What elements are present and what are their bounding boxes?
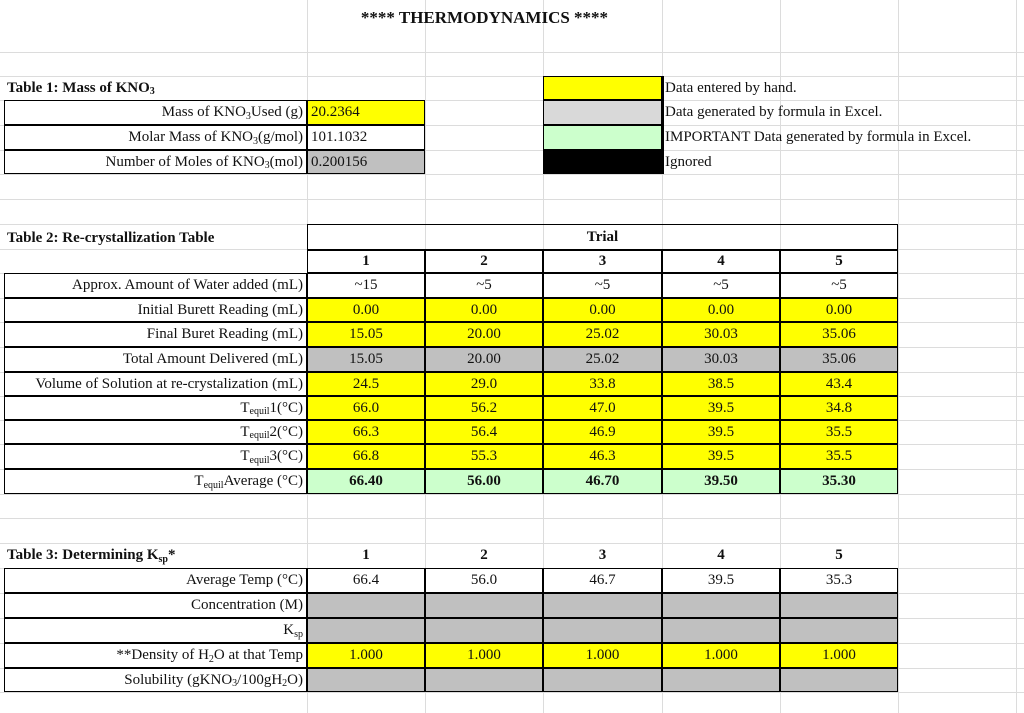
table2-cell[interactable]: 33.8 (543, 372, 662, 396)
trial-number: 4 (662, 250, 780, 273)
table2-row-label: Final Buret Reading (mL) (4, 322, 307, 347)
table2-heading: Table 2: Re-crystallization Table (7, 229, 215, 246)
table2-cell[interactable]: 39.5 (662, 444, 780, 469)
table1-row-label: Mass of KNO 3 Used (g) (4, 100, 307, 125)
table2-row-label: T equil 1(°C) (4, 396, 307, 420)
table2-cell[interactable]: 66.40 (307, 469, 425, 494)
table3-cell[interactable] (425, 593, 543, 618)
table2-cell[interactable]: 56.2 (425, 396, 543, 420)
legend-text: Ignored (665, 153, 712, 170)
table3-cell[interactable]: 1.000 (425, 643, 543, 668)
table2-row-label: Initial Burett Reading (mL) (4, 298, 307, 322)
table2-row-label: T equil 3(°C) (4, 444, 307, 469)
table2-cell[interactable]: 15.05 (307, 322, 425, 347)
table2-cell[interactable]: ~5 (662, 273, 780, 298)
table3-trial-number: 4 (717, 547, 725, 563)
table3-row-label: Solubility (gKNO 3 /100gH 2 O) (4, 668, 307, 692)
table2-cell[interactable]: 15.05 (307, 347, 425, 372)
table3-cell[interactable]: 66.4 (307, 568, 425, 593)
table3-heading: Table 3: Determining K sp * (7, 547, 176, 565)
trial-header: Trial (307, 224, 898, 250)
table3-trial-number: 1 (362, 547, 370, 563)
table1-row-value[interactable]: 101.1032 (307, 125, 425, 150)
table2-row-label: T equil Average (°C) (4, 469, 307, 494)
table3-cell[interactable]: 46.7 (543, 568, 662, 593)
table1-row-value[interactable]: 20.2364 (307, 100, 425, 125)
table3-row-label: **Density of H 2 O at that Temp (4, 643, 307, 668)
table3-trial-number: 5 (835, 547, 843, 563)
table1-row-label: Molar Mass of KNO 3 (g/mol) (4, 125, 307, 150)
legend-swatch (543, 100, 662, 125)
table3-cell[interactable]: 39.5 (662, 568, 780, 593)
table2-cell[interactable]: 38.5 (662, 372, 780, 396)
table3-trial-number: 2 (480, 547, 488, 563)
table3-cell[interactable] (307, 668, 425, 692)
table3-cell[interactable]: 1.000 (662, 643, 780, 668)
table2-row-label: Approx. Amount of Water added (mL) (4, 273, 307, 298)
table2-row-label: Total Amount Delivered (mL) (4, 347, 307, 372)
trial-number: 2 (425, 250, 543, 273)
table3-trial-number: 3 (598, 547, 607, 563)
table3-cell[interactable] (662, 618, 780, 643)
table3-cell[interactable] (662, 593, 780, 618)
table2-cell[interactable]: 0.00 (662, 298, 780, 322)
legend-swatch (543, 150, 662, 174)
table2-cell[interactable]: 66.0 (307, 396, 425, 420)
table2-cell[interactable]: 0.00 (307, 298, 425, 322)
table2-cell[interactable]: 29.0 (425, 372, 543, 396)
legend-swatch (543, 125, 662, 150)
table3-row-label: Concentration (M) (4, 593, 307, 618)
table2-cell[interactable]: 47.0 (543, 396, 662, 420)
table2-cell[interactable]: 39.5 (662, 420, 780, 444)
table2-cell[interactable]: 30.03 (662, 347, 780, 372)
table2-cell[interactable]: 20.00 (425, 322, 543, 347)
table3-cell[interactable] (780, 618, 898, 643)
table3-cell[interactable]: 1.000 (307, 643, 425, 668)
table2-cell[interactable]: 56.00 (425, 469, 543, 494)
table2-cell[interactable]: ~5 (543, 273, 662, 298)
table2-cell[interactable]: 35.30 (780, 469, 898, 494)
trial-number: 5 (780, 250, 898, 273)
table2-cell[interactable]: 0.00 (543, 298, 662, 322)
legend-text: Data generated by formula in Excel. (665, 104, 883, 120)
table2-cell[interactable]: 0.00 (780, 298, 898, 322)
table3-cell[interactable] (425, 618, 543, 643)
table2-cell[interactable]: ~5 (425, 273, 543, 298)
table2-cell[interactable]: ~15 (307, 273, 425, 298)
table2-row-label: Volume of Solution at re-crystalization (mL) (4, 372, 307, 396)
table2-cell[interactable]: 39.50 (662, 469, 780, 494)
table2-cell[interactable]: 20.00 (425, 347, 543, 372)
table1-heading: Table 1: Mass of KNO 3 (7, 79, 155, 97)
legend-text: Data entered by hand. (665, 79, 797, 96)
table2-cell[interactable]: 35.5 (780, 420, 898, 444)
table3-row-label: Average Temp (°C) (4, 568, 307, 593)
table3-cell[interactable] (543, 593, 662, 618)
legend-text: IMPORTANT Data generated by formula in Excel. (665, 129, 972, 145)
table3-cell[interactable] (425, 668, 543, 692)
table2-cell[interactable]: 66.3 (307, 420, 425, 444)
table2-cell[interactable]: 35.06 (780, 322, 898, 347)
table2-cell[interactable]: 39.5 (662, 396, 780, 420)
table2-cell[interactable]: 46.3 (543, 444, 662, 469)
table3-cell[interactable]: 56.0 (425, 568, 543, 593)
table2-cell[interactable]: 34.8 (780, 396, 898, 420)
trial-number: 1 (307, 250, 425, 273)
table2-cell[interactable]: 46.9 (543, 420, 662, 444)
sheet-title: **** THERMODYNAMICS **** (360, 7, 609, 27)
table3-cell[interactable] (543, 618, 662, 643)
table2-cell[interactable]: 35.5 (780, 444, 898, 469)
table3-cell[interactable] (780, 593, 898, 618)
table2-cell[interactable]: 0.00 (425, 298, 543, 322)
trial-number: 3 (543, 250, 662, 273)
table3-row-label: K sp (4, 618, 307, 643)
table1-row-label: Number of Moles of KNO 3 (mol) (4, 150, 307, 174)
table2-cell[interactable]: ~5 (780, 273, 898, 298)
table2-cell[interactable]: 25.02 (543, 322, 662, 347)
table2-cell[interactable]: 66.8 (307, 444, 425, 469)
legend-swatch (543, 76, 662, 100)
table2-cell[interactable]: 24.5 (307, 372, 425, 396)
table2-cell[interactable]: 46.70 (543, 469, 662, 494)
table2-cell[interactable]: 30.03 (662, 322, 780, 347)
table3-cell[interactable] (543, 668, 662, 692)
table3-cell[interactable]: 35.3 (780, 568, 898, 593)
table3-cell[interactable]: 1.000 (780, 643, 898, 668)
table3-cell[interactable] (780, 668, 898, 692)
table2-cell[interactable]: 25.02 (543, 347, 662, 372)
table3-cell[interactable] (307, 618, 425, 643)
table2-cell[interactable]: 56.4 (425, 420, 543, 444)
table3-cell[interactable]: 1.000 (543, 643, 662, 668)
table2-cell[interactable]: 43.4 (780, 372, 898, 396)
table2-cell[interactable]: 55.3 (425, 444, 543, 469)
table3-cell[interactable] (307, 593, 425, 618)
table2-row-label: T equil 2(°C) (4, 420, 307, 444)
table1-row-value[interactable]: 0.200156 (307, 150, 425, 174)
table3-cell[interactable] (662, 668, 780, 692)
table2-cell[interactable]: 35.06 (780, 347, 898, 372)
